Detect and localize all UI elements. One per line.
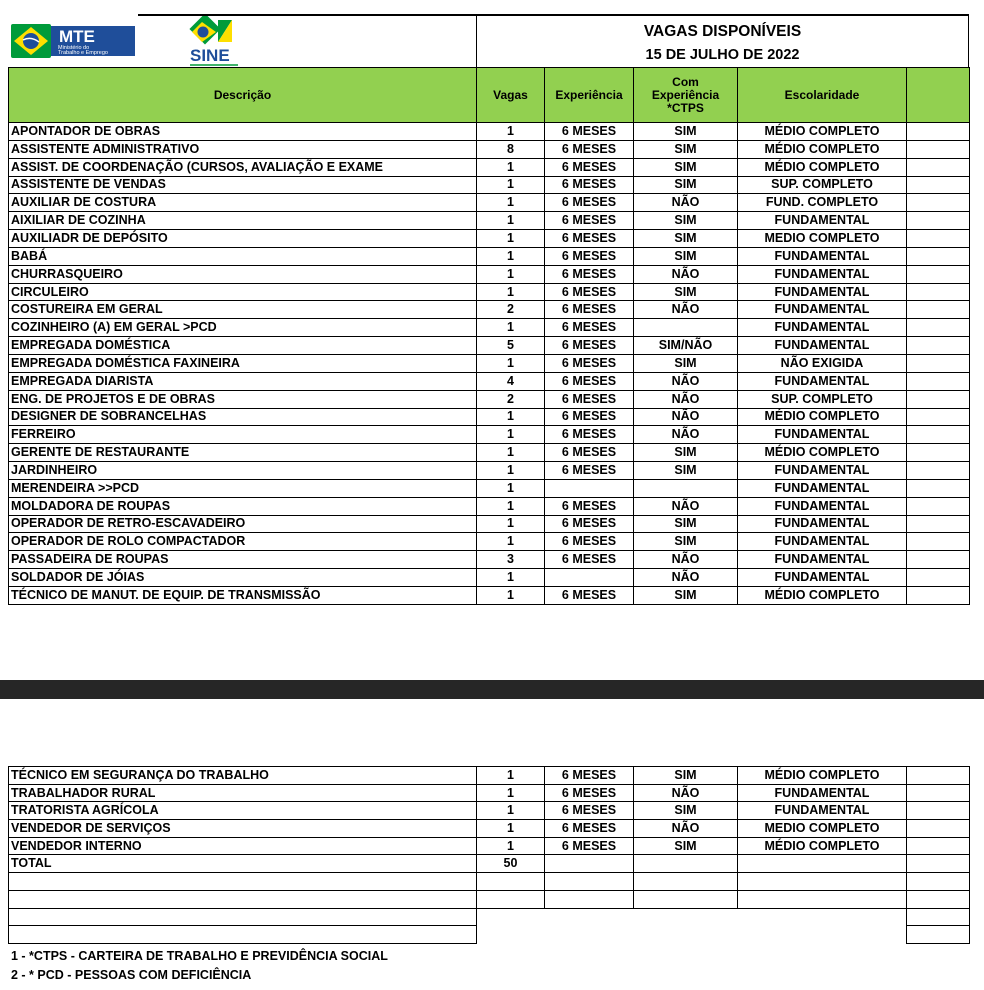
cell-descricao: COSTUREIRA EM GERAL [9, 301, 477, 319]
cell-escolaridade: MÉDIO COMPLETO [738, 444, 907, 462]
table-row [9, 230, 970, 248]
cell-com-experiencia: NÃO [634, 784, 738, 802]
table-row [9, 551, 970, 569]
cell-blank [907, 176, 970, 194]
cell-com-experiencia: SIM/NÃO [634, 337, 738, 355]
cell-escolaridade: FUND. COMPLETO [738, 194, 907, 212]
column-header-com-experiencia-line-3: *CTPS [667, 100, 704, 115]
cell-blank [907, 462, 970, 480]
mte-logo-subtext-1: Ministério do [58, 45, 90, 51]
cell-escolaridade: FUNDAMENTAL [738, 479, 907, 497]
cell-experiencia: 6 MESES [545, 337, 634, 355]
cell-com-experiencia: SIM [634, 283, 738, 301]
cell-escolaridade: FUNDAMENTAL [738, 462, 907, 480]
cell-experiencia: 6 MESES [545, 390, 634, 408]
cell-experiencia: 6 MESES [545, 230, 634, 248]
cell-descricao: ASSISTENTE ADMINISTRATIVO [9, 140, 477, 158]
cell-escolaridade: FUNDAMENTAL [738, 802, 907, 820]
cell-descricao: CIRCULEIRO [9, 283, 477, 301]
cell-descricao: TÉCNICO DE MANUT. DE EQUIP. DE TRANSMISSÃO [9, 586, 477, 604]
cell-experiencia: 6 MESES [545, 301, 634, 319]
column-header-descricao: Descrição [9, 68, 477, 123]
cell-descricao: TRABALHADOR RURAL [9, 784, 477, 802]
table-row [9, 212, 970, 230]
table-row [9, 123, 970, 141]
table-row [9, 569, 970, 587]
cell-com-experiencia: SIM [634, 837, 738, 855]
cell-experiencia [545, 479, 634, 497]
cell-com-experiencia: NÃO [634, 265, 738, 283]
cell-experiencia: 6 MESES [545, 123, 634, 141]
cell-com-experiencia: SIM [634, 158, 738, 176]
cell-vagas: 1 [477, 212, 545, 230]
table-row [9, 390, 970, 408]
cell-experiencia: 6 MESES [545, 551, 634, 569]
cell-descricao: MERENDEIRA >>PCD [9, 479, 477, 497]
cell-escolaridade: FUNDAMENTAL [738, 497, 907, 515]
cell-experiencia: 6 MESES [545, 194, 634, 212]
blank-row [9, 873, 970, 891]
cell-experiencia: 6 MESES [545, 354, 634, 372]
cell-descricao: DESIGNER DE SOBRANCELHAS [9, 408, 477, 426]
header-title-box [476, 14, 969, 68]
cell-descricao: EMPREGADA DOMÉSTICA [9, 337, 477, 355]
cell-vagas: 1 [477, 265, 545, 283]
cell-com-experiencia: NÃO [634, 408, 738, 426]
cell-descricao: MOLDADORA DE ROUPAS [9, 497, 477, 515]
cell-escolaridade: MÉDIO COMPLETO [738, 140, 907, 158]
cell-vagas: 1 [477, 176, 545, 194]
cell-com-experiencia: SIM [634, 462, 738, 480]
cell-vagas: 1 [477, 194, 545, 212]
total-row [9, 855, 970, 873]
cell-vagas: 1 [477, 586, 545, 604]
cell-escolaridade: FUNDAMENTAL [738, 319, 907, 337]
cell-experiencia: 6 MESES [545, 586, 634, 604]
blank-row [9, 908, 970, 926]
page-title: VAGAS DISPONÍVEIS [643, 23, 802, 40]
cell-vagas: 3 [477, 551, 545, 569]
cell-vagas: 1 [477, 426, 545, 444]
cell-escolaridade: FUNDAMENTAL [738, 337, 907, 355]
cell-descricao: VENDEDOR INTERNO [9, 837, 477, 855]
cell-blank [907, 212, 970, 230]
table-row [9, 767, 970, 785]
table-row [9, 283, 970, 301]
document-header [8, 14, 969, 68]
cell-blank [907, 533, 970, 551]
cell-escolaridade: MÉDIO COMPLETO [738, 408, 907, 426]
cell-com-experiencia [634, 479, 738, 497]
cell-descricao: APONTADOR DE OBRAS [9, 123, 477, 141]
vagas-table-continued-body [9, 767, 970, 855]
cell-blank [907, 265, 970, 283]
cell-vagas: 1 [477, 247, 545, 265]
table-row [9, 802, 970, 820]
table-row [9, 426, 970, 444]
cell-experiencia: 6 MESES [545, 265, 634, 283]
cell-escolaridade: SUP. COMPLETO [738, 176, 907, 194]
cell-descricao: ASSIST. DE COORDENAÇÃO (CURSOS, AVALIAÇÃO E EXAME [9, 158, 477, 176]
cell-descricao: GERENTE DE RESTAURANTE [9, 444, 477, 462]
cell-blank [907, 372, 970, 390]
cell-experiencia: 6 MESES [545, 283, 634, 301]
cell-escolaridade: MEDIO COMPLETO [738, 820, 907, 838]
cell-vagas: 1 [477, 569, 545, 587]
cell-vagas: 1 [477, 820, 545, 838]
vagas-table-continued [8, 766, 970, 944]
cell-com-experiencia: SIM [634, 140, 738, 158]
cell-escolaridade: FUNDAMENTAL [738, 283, 907, 301]
table-row [9, 784, 970, 802]
cell-escolaridade: FUNDAMENTAL [738, 212, 907, 230]
table-row [9, 337, 970, 355]
cell-experiencia: 6 MESES [545, 767, 634, 785]
cell-com-experiencia: SIM [634, 444, 738, 462]
cell-descricao: TRATORISTA AGRÍCOLA [9, 802, 477, 820]
cell-experiencia: 6 MESES [545, 176, 634, 194]
total-cell [634, 855, 738, 873]
cell-blank [907, 767, 970, 785]
cell-blank [907, 283, 970, 301]
cell-com-experiencia: NÃO [634, 301, 738, 319]
cell-experiencia: 6 MESES [545, 515, 634, 533]
cell-blank [907, 497, 970, 515]
cell-blank [907, 158, 970, 176]
cell-blank [907, 820, 970, 838]
cell-escolaridade: MÉDIO COMPLETO [738, 767, 907, 785]
cell-experiencia: 6 MESES [545, 784, 634, 802]
table-row [9, 319, 970, 337]
cell-experiencia: 6 MESES [545, 462, 634, 480]
cell-escolaridade: FUNDAMENTAL [738, 426, 907, 444]
cell-descricao: ASSISTENTE DE VENDAS [9, 176, 477, 194]
table-header-row [9, 68, 970, 123]
cell-vagas: 1 [477, 462, 545, 480]
cell-experiencia: 6 MESES [545, 247, 634, 265]
cell-vagas: 8 [477, 140, 545, 158]
cell-vagas: 1 [477, 767, 545, 785]
table-row [9, 408, 970, 426]
cell-vagas: 1 [477, 802, 545, 820]
total-cell [545, 855, 634, 873]
column-header-vagas: Vagas [477, 68, 545, 123]
cell-escolaridade: FUNDAMENTAL [738, 515, 907, 533]
cell-descricao: AIXILIAR DE COZINHA [9, 212, 477, 230]
cell-blank [907, 408, 970, 426]
table-row [9, 837, 970, 855]
cell-descricao: AUXILIAR DE COSTURA [9, 194, 477, 212]
footnotes [11, 947, 388, 985]
cell-blank [907, 123, 970, 141]
cell-blank [907, 337, 970, 355]
cell-blank [907, 247, 970, 265]
cell-blank [907, 586, 970, 604]
column-header-com-experiencia [634, 68, 738, 123]
cell-blank [907, 802, 970, 820]
table-row [9, 140, 970, 158]
cell-experiencia: 6 MESES [545, 408, 634, 426]
cell-com-experiencia: SIM [634, 586, 738, 604]
cell-blank [907, 194, 970, 212]
cell-blank [907, 140, 970, 158]
cell-experiencia: 6 MESES [545, 212, 634, 230]
cell-com-experiencia: NÃO [634, 820, 738, 838]
cell-blank [907, 230, 970, 248]
footnote-ctps: 1 - *CTPS - CARTEIRA DE TRABALHO E PREVIDÊNCIA SOCIAL [11, 949, 388, 963]
cell-experiencia: 6 MESES [545, 802, 634, 820]
cell-descricao: ENG. DE PROJETOS E DE OBRAS [9, 390, 477, 408]
cell-com-experiencia: NÃO [634, 390, 738, 408]
cell-escolaridade: FUNDAMENTAL [738, 569, 907, 587]
cell-descricao: EMPREGADA DOMÉSTICA FAXINEIRA [9, 354, 477, 372]
cell-experiencia: 6 MESES [545, 533, 634, 551]
cell-descricao: COZINHEIRO (A) EM GERAL >PCD [9, 319, 477, 337]
cell-experiencia: 6 MESES [545, 497, 634, 515]
cell-escolaridade: MÉDIO COMPLETO [738, 837, 907, 855]
cell-com-experiencia: NÃO [634, 372, 738, 390]
table-row [9, 515, 970, 533]
blank-row [9, 890, 970, 908]
footnote-pcd: 2 - * PCD - PESSOAS COM DEFICIÊNCIA [11, 968, 252, 982]
cell-vagas: 1 [477, 354, 545, 372]
cell-com-experiencia: NÃO [634, 194, 738, 212]
cell-escolaridade: MEDIO COMPLETO [738, 230, 907, 248]
cell-blank [907, 515, 970, 533]
cell-escolaridade: MÉDIO COMPLETO [738, 123, 907, 141]
column-header-experiencia: Experiência [545, 68, 634, 123]
column-header-com-experiencia-line-1: Com [672, 74, 699, 89]
cell-com-experiencia: SIM [634, 176, 738, 194]
cell-vagas: 4 [477, 372, 545, 390]
cell-experiencia: 6 MESES [545, 158, 634, 176]
column-header-com-experiencia-line-2: Experiência [651, 87, 720, 102]
cell-blank [907, 390, 970, 408]
cell-blank [907, 551, 970, 569]
cell-escolaridade: FUNDAMENTAL [738, 551, 907, 569]
table-row [9, 820, 970, 838]
cell-com-experiencia: NÃO [634, 426, 738, 444]
cell-vagas: 1 [477, 444, 545, 462]
cell-com-experiencia: SIM [634, 123, 738, 141]
table-row [9, 479, 970, 497]
total-label: TOTAL [9, 855, 477, 873]
cell-escolaridade: FUNDAMENTAL [738, 301, 907, 319]
cell-vagas: 1 [477, 479, 545, 497]
cell-com-experiencia: NÃO [634, 569, 738, 587]
cell-com-experiencia: SIM [634, 767, 738, 785]
table-row [9, 533, 970, 551]
cell-vagas: 5 [477, 337, 545, 355]
cell-escolaridade: FUNDAMENTAL [738, 372, 907, 390]
table-row [9, 444, 970, 462]
cell-com-experiencia: SIM [634, 802, 738, 820]
cell-vagas: 1 [477, 319, 545, 337]
cell-descricao: PASSADEIRA DE ROUPAS [9, 551, 477, 569]
cell-descricao: OPERADOR DE ROLO COMPACTADOR [9, 533, 477, 551]
cell-vagas: 1 [477, 515, 545, 533]
table-row [9, 497, 970, 515]
cell-com-experiencia: SIM [634, 247, 738, 265]
cell-escolaridade: FUNDAMENTAL [738, 247, 907, 265]
column-header-blank [907, 68, 970, 123]
cell-experiencia: 6 MESES [545, 426, 634, 444]
column-header-escolaridade: Escolaridade [738, 68, 907, 123]
table-row [9, 176, 970, 194]
cell-descricao: EMPREGADA DIARISTA [9, 372, 477, 390]
cell-vagas: 1 [477, 837, 545, 855]
cell-descricao: AUXILIADR DE DEPÓSITO [9, 230, 477, 248]
table-row [9, 194, 970, 212]
cell-descricao: VENDEDOR DE SERVIÇOS [9, 820, 477, 838]
cell-descricao: OPERADOR DE RETRO-ESCAVADEIRO [9, 515, 477, 533]
blank-row [9, 926, 970, 944]
table-row [9, 586, 970, 604]
page-date: 15 DE JULHO DE 2022 [645, 47, 800, 63]
cell-blank [907, 569, 970, 587]
cell-escolaridade: MÉDIO COMPLETO [738, 586, 907, 604]
cell-com-experiencia: SIM [634, 212, 738, 230]
cell-experiencia: 6 MESES [545, 837, 634, 855]
sine-logo [188, 16, 240, 68]
table-row [9, 301, 970, 319]
cell-blank [907, 784, 970, 802]
cell-descricao: JARDINHEIRO [9, 462, 477, 480]
mte-logo [11, 22, 135, 60]
cell-blank [907, 837, 970, 855]
table-row [9, 247, 970, 265]
table-row [9, 158, 970, 176]
cell-vagas: 1 [477, 497, 545, 515]
cell-com-experiencia: SIM [634, 533, 738, 551]
cell-escolaridade: FUNDAMENTAL [738, 533, 907, 551]
vagas-table [8, 67, 970, 605]
total-cell [907, 855, 970, 873]
cell-vagas: 1 [477, 784, 545, 802]
cell-experiencia: 6 MESES [545, 319, 634, 337]
cell-escolaridade: FUNDAMENTAL [738, 784, 907, 802]
cell-descricao: SOLDADOR DE JÓIAS [9, 569, 477, 587]
cell-com-experiencia [634, 319, 738, 337]
total-cell [738, 855, 907, 873]
table-row [9, 462, 970, 480]
mte-logo-text: MTE [59, 27, 95, 46]
table-row [9, 372, 970, 390]
total-value: 50 [477, 855, 545, 873]
table-row [9, 265, 970, 283]
cell-experiencia: 6 MESES [545, 820, 634, 838]
cell-blank [907, 426, 970, 444]
cell-experiencia [545, 569, 634, 587]
mte-logo-subtext-2: Trabalho e Emprego [58, 50, 108, 56]
cell-com-experiencia: NÃO [634, 497, 738, 515]
cell-experiencia: 6 MESES [545, 372, 634, 390]
cell-escolaridade: MÉDIO COMPLETO [738, 158, 907, 176]
cell-com-experiencia: SIM [634, 354, 738, 372]
cell-vagas: 1 [477, 283, 545, 301]
cell-descricao: BABÁ [9, 247, 477, 265]
cell-blank [907, 319, 970, 337]
cell-blank [907, 301, 970, 319]
cell-blank [907, 354, 970, 372]
vagas-table-body [9, 123, 970, 605]
cell-descricao: FERREIRO [9, 426, 477, 444]
cell-com-experiencia: SIM [634, 515, 738, 533]
cell-descricao: TÉCNICO EM SEGURANÇA DO TRABALHO [9, 767, 477, 785]
cell-escolaridade: FUNDAMENTAL [738, 265, 907, 283]
cell-com-experiencia: NÃO [634, 551, 738, 569]
cell-com-experiencia: SIM [634, 230, 738, 248]
sine-logo-text: SINE [190, 46, 230, 65]
cell-vagas: 1 [477, 123, 545, 141]
page-divider [0, 680, 984, 699]
cell-vagas: 2 [477, 390, 545, 408]
cell-blank [907, 479, 970, 497]
cell-vagas: 1 [477, 158, 545, 176]
cell-escolaridade: SUP. COMPLETO [738, 390, 907, 408]
cell-descricao: CHURRASQUEIRO [9, 265, 477, 283]
cell-experiencia: 6 MESES [545, 140, 634, 158]
cell-vagas: 1 [477, 533, 545, 551]
cell-vagas: 1 [477, 408, 545, 426]
cell-vagas: 1 [477, 230, 545, 248]
cell-vagas: 2 [477, 301, 545, 319]
cell-experiencia: 6 MESES [545, 444, 634, 462]
cell-blank [907, 444, 970, 462]
cell-escolaridade: NÃO EXIGIDA [738, 354, 907, 372]
table-row [9, 354, 970, 372]
